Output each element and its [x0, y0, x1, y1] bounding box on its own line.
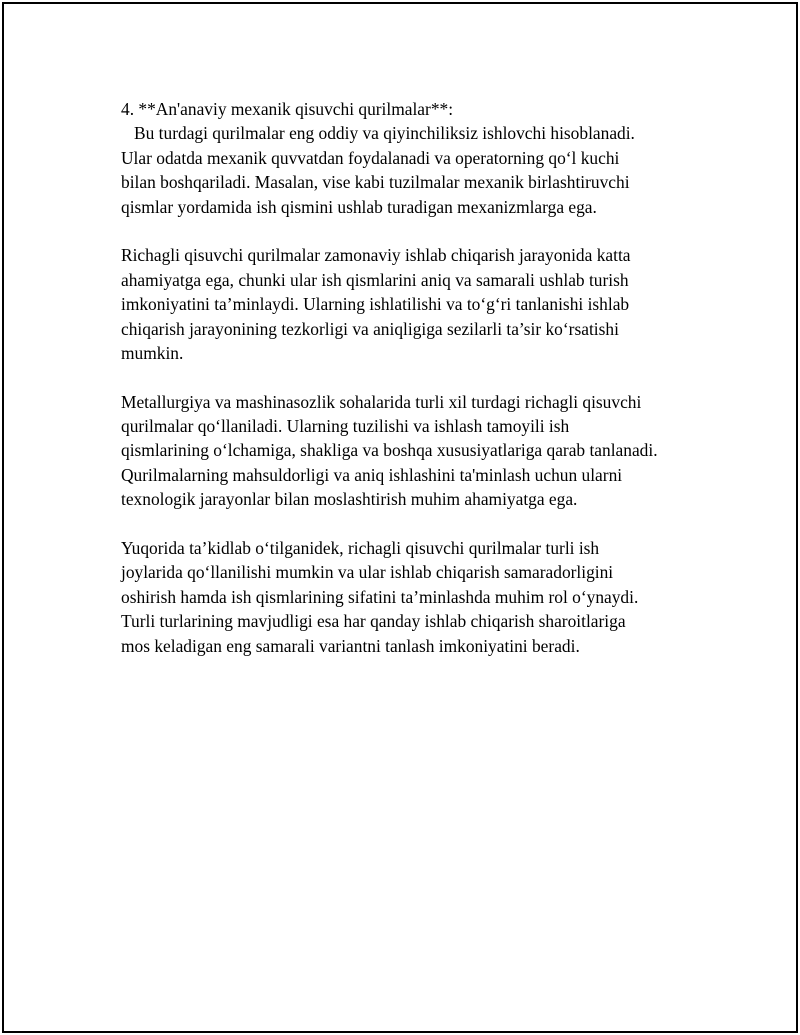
text-line: Richagli qisuvchi qurilmalar zamonaviy ishlab chiqarish jarayonida katta [121, 245, 631, 266]
paragraph-lever-clamps-importance [121, 243, 721, 365]
text-line: joylarida qo‘llanilishi mumkin va ular ishlab chiqarish samaradorligini [121, 562, 614, 583]
paragraph-metallurgy-usage [121, 390, 721, 512]
text-line: Qurilmalarning mahsuldorligi va aniq ishlashini ta'minlash uchun ularni [121, 464, 623, 485]
section-heading: 4. **An'anaviy mexanik qisuvchi qurilmalar**: [121, 99, 454, 119]
text-line: Yuqorida ta’kidlab o‘tilganidek, richagli qisuvchi qurilmalar turli ish [121, 538, 600, 559]
text-line: imkoniyatini ta’minlaydi. Ularning ishlatilishi va to‘g‘ri tanlanishi ishlab [121, 294, 630, 315]
text-line: qurilmalar qo‘llaniladi. Ularning tuzilishi va ishlash tamoyili ish [121, 416, 570, 437]
text-line: Metallurgiya va mashinasozlik sohalarida turli xil turdagi richagli qisuvchi [121, 391, 642, 412]
text-line: oshirish hamda ish qismlarining sifatini ta’minlashda muhim rol o‘ynaydi. [121, 586, 639, 607]
text-line: qismlar yordamida ish qismini ushlab turadigan mexanizmlarga ega. [121, 196, 597, 217]
paragraph-conclusion [121, 536, 721, 658]
text-line: texnologik jarayonlar bilan moslashtirish muhim ahamiyatga ega. [121, 489, 578, 510]
page-border [2, 2, 798, 1033]
document-body [121, 97, 721, 682]
text-line: Ular odatda mexanik quvvatdan foydalanadi va operatorning qo‘l kuchi [121, 147, 620, 168]
text-line: Bu turdagi qurilmalar eng oddiy va qiyinchiliksiz ishlovchi hisoblanadi. [121, 123, 635, 144]
text-line: Turli turlarining mavjudligi esa har qanday ishlab chiqarish sharoitlariga [121, 611, 626, 632]
paragraph-traditional-clamps [121, 97, 721, 219]
text-line: chiqarish jarayonining tezkorligi va aniqligiga sezilarli ta’sir ko‘rsatishi [121, 318, 619, 339]
text-line: qismlarining o‘lchamiga, shakliga va boshqa xususiyatlariga qarab tanlanadi. [121, 440, 658, 461]
text-line: mos keladigan eng samarali variantni tanlash imkoniyatini beradi. [121, 635, 580, 656]
text-line: mumkin. [121, 342, 184, 363]
text-line: bilan boshqariladi. Masalan, vise kabi tuzilmalar mexanik birlashtiruvchi [121, 172, 630, 193]
text-line: ahamiyatga ega, chunki ular ish qismlarini aniq va samarali ushlab turish [121, 269, 629, 290]
